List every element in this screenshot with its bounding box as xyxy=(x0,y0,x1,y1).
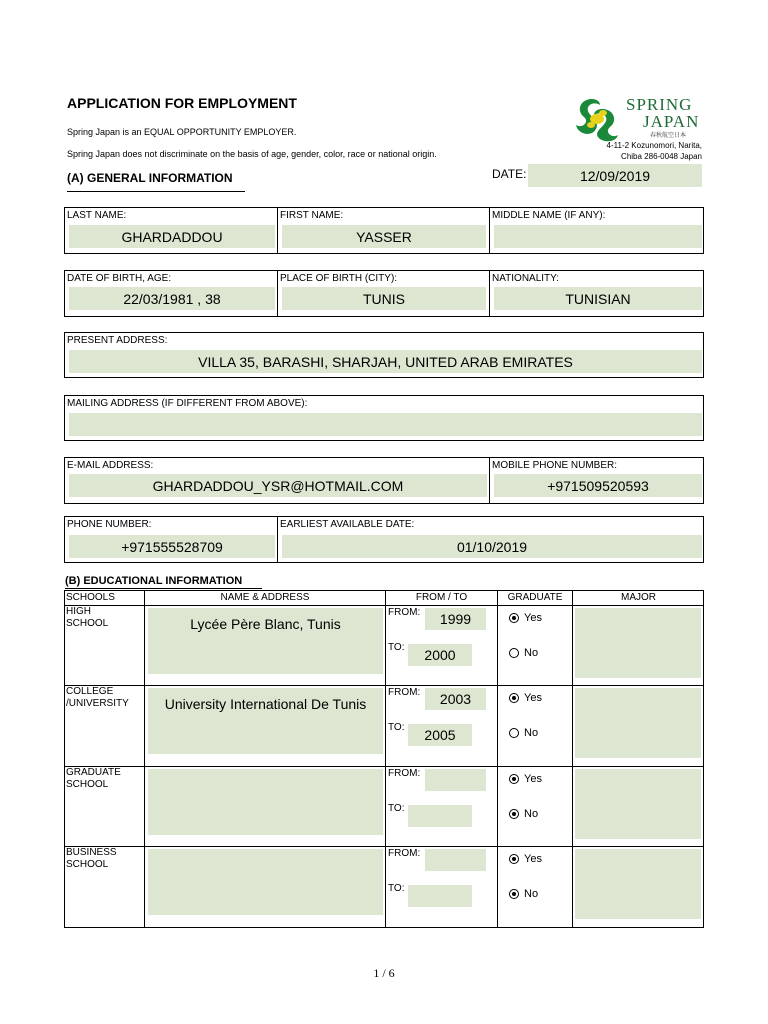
section-b-heading: (B) EDUCATIONAL INFORMATION xyxy=(65,575,243,587)
to-label: TO: xyxy=(388,642,405,653)
yes-label: Yes xyxy=(524,853,542,865)
radio-circle-icon xyxy=(509,693,519,703)
from-year-field[interactable] xyxy=(425,769,486,791)
graduate-yes-radio[interactable] xyxy=(509,853,542,865)
radio-circle-icon xyxy=(509,728,519,738)
non-discrimination-text: Spring Japan does not discriminate on the basis of age, gender, color, race or national origin. xyxy=(67,149,437,159)
section-a-underline xyxy=(67,191,245,192)
to-year-field[interactable] xyxy=(408,805,472,827)
logo-address-2: Chiba 286-0048 Japan xyxy=(621,152,702,161)
graduate-yes-radio[interactable] xyxy=(509,692,542,704)
graduate-yes-radio[interactable] xyxy=(509,773,542,785)
from-year-field[interactable]: 2003 xyxy=(425,688,486,710)
school-type: COLLEGE /UNIVERSITY xyxy=(66,686,129,709)
radio-circle-icon xyxy=(509,774,519,784)
graduate-no-radio[interactable] xyxy=(509,647,538,659)
to-year-field[interactable]: 2000 xyxy=(408,644,472,666)
dob-label: DATE OF BIRTH, AGE: xyxy=(67,273,172,284)
earliest-date-label: EARLIEST AVAILABLE DATE: xyxy=(280,519,415,530)
to-label: TO: xyxy=(388,722,405,733)
earliest-date-field[interactable]: 01/10/2019 xyxy=(282,535,702,558)
email-field[interactable]: GHARDADDOU_YSR@HOTMAIL.COM xyxy=(69,474,487,497)
to-label: TO: xyxy=(388,803,405,814)
dob-field[interactable]: 22/03/1981 , 38 xyxy=(69,287,275,310)
graduate-yes-radio[interactable] xyxy=(509,612,542,624)
yes-label: Yes xyxy=(524,692,542,704)
page-number: 1 / 6 xyxy=(373,966,395,980)
from-label: FROM: xyxy=(388,687,421,698)
from-label: FROM: xyxy=(388,768,421,779)
major-field[interactable] xyxy=(575,608,701,678)
school-type: GRADUATE SCHOOL xyxy=(66,767,121,790)
yes-label: Yes xyxy=(524,773,542,785)
no-label: No xyxy=(524,888,539,900)
to-year-field[interactable] xyxy=(408,885,472,907)
present-address-label: PRESENT ADDRESS: xyxy=(67,335,168,346)
from-year-field[interactable] xyxy=(425,849,486,871)
school-name-field[interactable]: Lycée Père Blanc, Tunis xyxy=(148,608,383,674)
pob-label: PLACE OF BIRTH (CITY): xyxy=(280,273,398,284)
mobile-label: MOBILE PHONE NUMBER: xyxy=(492,460,618,471)
radio-circle-icon xyxy=(509,889,519,899)
yes-label: Yes xyxy=(524,612,542,624)
to-year-field[interactable]: 2005 xyxy=(408,724,472,746)
nationality-label: NATIONALITY: xyxy=(492,273,560,284)
school-name-field[interactable] xyxy=(148,769,383,835)
logo-address-1: 4-11-2 Kozunomori, Narita, xyxy=(606,141,702,150)
logo-name-top: SPRING xyxy=(626,95,693,114)
graduate-no-radio[interactable] xyxy=(509,888,538,900)
mailing-address-field[interactable] xyxy=(69,413,702,436)
first-name-field[interactable]: YASSER xyxy=(282,225,486,248)
radio-circle-icon xyxy=(509,648,519,658)
to-label: TO: xyxy=(388,883,405,894)
date-field[interactable]: 12/09/2019 xyxy=(528,164,702,187)
header-name-address: NAME & ADDRESS xyxy=(220,592,310,603)
radio-circle-icon xyxy=(509,854,519,864)
nationality-field[interactable]: TUNISIAN xyxy=(494,287,702,310)
phone-label: PHONE NUMBER: xyxy=(67,519,152,530)
last-name-field[interactable]: GHARDADDOU xyxy=(69,225,275,248)
last-name-label: LAST NAME: xyxy=(67,210,127,221)
school-name-field[interactable] xyxy=(148,849,383,915)
from-label: FROM: xyxy=(388,607,421,618)
radio-circle-icon xyxy=(509,809,519,819)
mailing-address-label: MAILING ADDRESS (IF DIFFERENT FROM ABOVE): xyxy=(67,398,308,409)
present-address-field[interactable]: VILLA 35, BARASHI, SHARJAH, UNITED ARAB EMIRATES xyxy=(69,350,702,373)
graduate-no-radio[interactable] xyxy=(509,808,538,820)
middle-name-label: MIDDLE NAME (IF ANY): xyxy=(492,210,606,221)
radio-circle-icon xyxy=(509,613,519,623)
header-major: MAJOR xyxy=(621,592,656,603)
school-type: BUSINESS SCHOOL xyxy=(66,847,117,870)
header-schools: SCHOOLS xyxy=(66,592,115,603)
school-name-field[interactable]: University International De Tunis xyxy=(148,688,383,754)
major-field[interactable] xyxy=(575,849,701,919)
from-label: FROM: xyxy=(388,848,421,859)
section-a-heading: (A) GENERAL INFORMATION xyxy=(67,171,233,185)
spring-japan-logo-icon xyxy=(572,95,622,143)
logo-kanji: 春秋航空日本 xyxy=(650,133,687,139)
major-field[interactable] xyxy=(575,688,701,758)
header-graduate: GRADUATE xyxy=(507,592,563,603)
section-b-underline xyxy=(65,588,262,589)
page-title: APPLICATION FOR EMPLOYMENT xyxy=(67,95,297,111)
email-label: E-MAIL ADDRESS: xyxy=(67,460,154,471)
equal-opportunity-text: Spring Japan is an EQUAL OPPORTUNITY EMPLOYER. xyxy=(67,127,297,137)
no-label: No xyxy=(524,647,539,659)
mobile-field[interactable]: +971509520593 xyxy=(494,474,702,497)
date-label: DATE: xyxy=(492,167,527,181)
no-label: No xyxy=(524,808,539,820)
from-year-field[interactable]: 1999 xyxy=(425,608,486,630)
major-field[interactable] xyxy=(575,769,701,839)
phone-field[interactable]: +971555528709 xyxy=(69,535,275,558)
header-from-to: FROM / TO xyxy=(415,592,468,603)
pob-field[interactable]: TUNIS xyxy=(282,287,486,310)
no-label: No xyxy=(524,727,539,739)
middle-name-field[interactable] xyxy=(494,225,702,248)
first-name-label: FIRST NAME: xyxy=(280,210,344,221)
school-type: HIGH SCHOOL xyxy=(66,606,109,629)
logo-name-bottom: JAPAN xyxy=(643,112,700,131)
graduate-no-radio[interactable] xyxy=(509,727,538,739)
